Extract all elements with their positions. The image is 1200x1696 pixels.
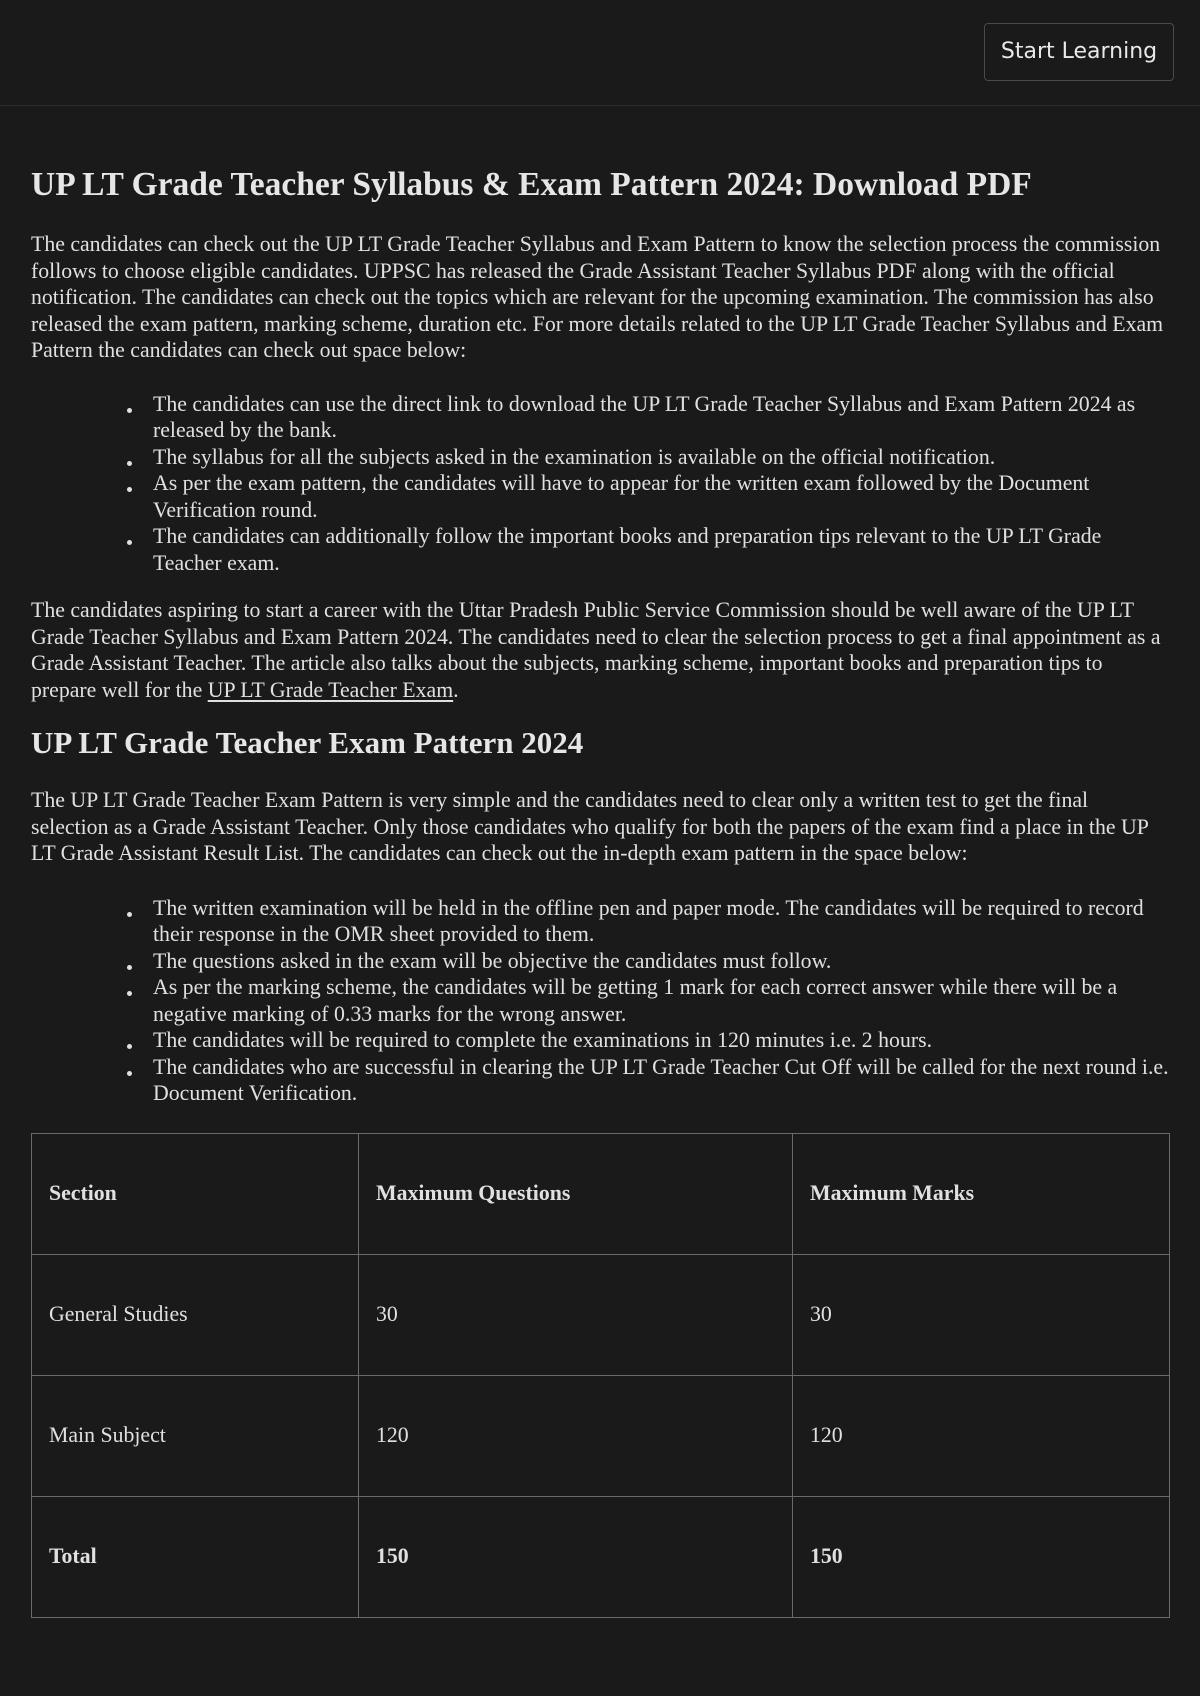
- list-item: The candidates who are successful in clearing the UP LT Grade Teacher Cut Off will be called for the next round i.e. Document Verification.: [153, 1054, 1169, 1105]
- career-paragraph-text: The candidates aspiring to start a career with the Uttar Pradesh Public Service Commission should be well aware of the UP LT Grade Teacher Syllabus and Exam Pattern 2024. The candidates need to clear the selection process to get a final appointment as a Grade Assistant Teacher. The article also talks about the subjects, marking scheme, important books and preparation tips to prepare well for the: [31, 598, 1161, 702]
- exam-pattern-bullet-list: [31, 895, 1169, 1107]
- header-section: Section: [32, 1133, 359, 1254]
- exam-pattern-table: [31, 1133, 1170, 1618]
- header-maximum-marks: Maximum Marks: [793, 1133, 1170, 1254]
- section-title-exam-pattern: UP LT Grade Teacher Exam Pattern 2024: [31, 725, 584, 760]
- exam-link[interactable]: UP LT Grade Teacher Exam: [207, 677, 454, 702]
- article-content: [0, 106, 1200, 1618]
- table-row: [32, 1375, 1170, 1496]
- table-cell: 150: [793, 1496, 1170, 1617]
- list-item: The written examination will be held in the offline pen and paper mode. The candidates will be required to record their response in the OMR sheet provided to them.: [153, 895, 1169, 948]
- table-cell: 120: [359, 1375, 793, 1496]
- table-cell: 30: [793, 1254, 1170, 1375]
- exam-pattern-paragraph: The UP LT Grade Teacher Exam Pattern is very simple and the candidates need to clear only a written test to get the final selection as a Grade Assistant Teacher. Only those candidates who qualify for both the papers of the exam find a place in the UP LT Grade Assistant Result List. The candidates can check out the in-depth exam pattern in the space below:: [31, 788, 1149, 865]
- list-item: The syllabus for all the subjects asked in the examination is available on the official notification.: [153, 444, 1169, 471]
- table-header-row: [32, 1133, 1170, 1254]
- career-paragraph-end: .: [453, 677, 459, 702]
- table-row: [32, 1254, 1170, 1375]
- list-item: The questions asked in the exam will be objective the candidates must follow.: [153, 948, 1169, 975]
- header-maximum-questions: Maximum Questions: [359, 1133, 793, 1254]
- career-paragraph: [31, 597, 1169, 703]
- table-cell: Main Subject: [32, 1375, 359, 1496]
- table-cell: 150: [359, 1496, 793, 1617]
- list-item: The candidates will be required to complete the examinations in 120 minutes i.e. 2 hours.: [153, 1027, 1169, 1054]
- table-row: [32, 1496, 1170, 1617]
- list-item: As per the marking scheme, the candidates will be getting 1 mark for each correct answer while there will be a negative marking of 0.33 marks for the wrong answer.: [153, 974, 1169, 1027]
- intro-paragraph: The candidates can check out the UP LT Grade Teacher Syllabus and Exam Pattern to know the selection process the commission follows to choose eligible candidates. UPPSC has released the Grade Assistant Teacher Syllabus PDF along with the official notification. The candidates can check out the topics which are relevant for the upcoming examination. The commission has also released the exam pattern, marking scheme, duration etc. For more details related to the UP LT Grade Teacher Syllabus and Exam Pattern the candidates can check out space below:: [31, 232, 1164, 362]
- list-item: The candidates can use the direct link to download the UP LT Grade Teacher Syllabus and Exam Pattern 2024 as released by the bank.: [153, 391, 1169, 444]
- table-cell: 30: [359, 1254, 793, 1375]
- start-learning-button[interactable]: Start Learning: [984, 23, 1174, 81]
- list-item: The candidates can additionally follow the important books and preparation tips relevant to the UP LT Grade Teacher exam.: [153, 523, 1169, 576]
- table-cell: Total: [32, 1496, 359, 1617]
- page-title: UP LT Grade Teacher Syllabus & Exam Pattern 2024: Download PDF: [31, 166, 1032, 203]
- syllabus-bullet-list: [31, 391, 1169, 577]
- list-item: As per the exam pattern, the candidates will have to appear for the written exam followed by the Document Verification round.: [153, 470, 1169, 523]
- table-cell: General Studies: [32, 1254, 359, 1375]
- top-bar: [0, 0, 1200, 106]
- table-cell: 120: [793, 1375, 1170, 1496]
